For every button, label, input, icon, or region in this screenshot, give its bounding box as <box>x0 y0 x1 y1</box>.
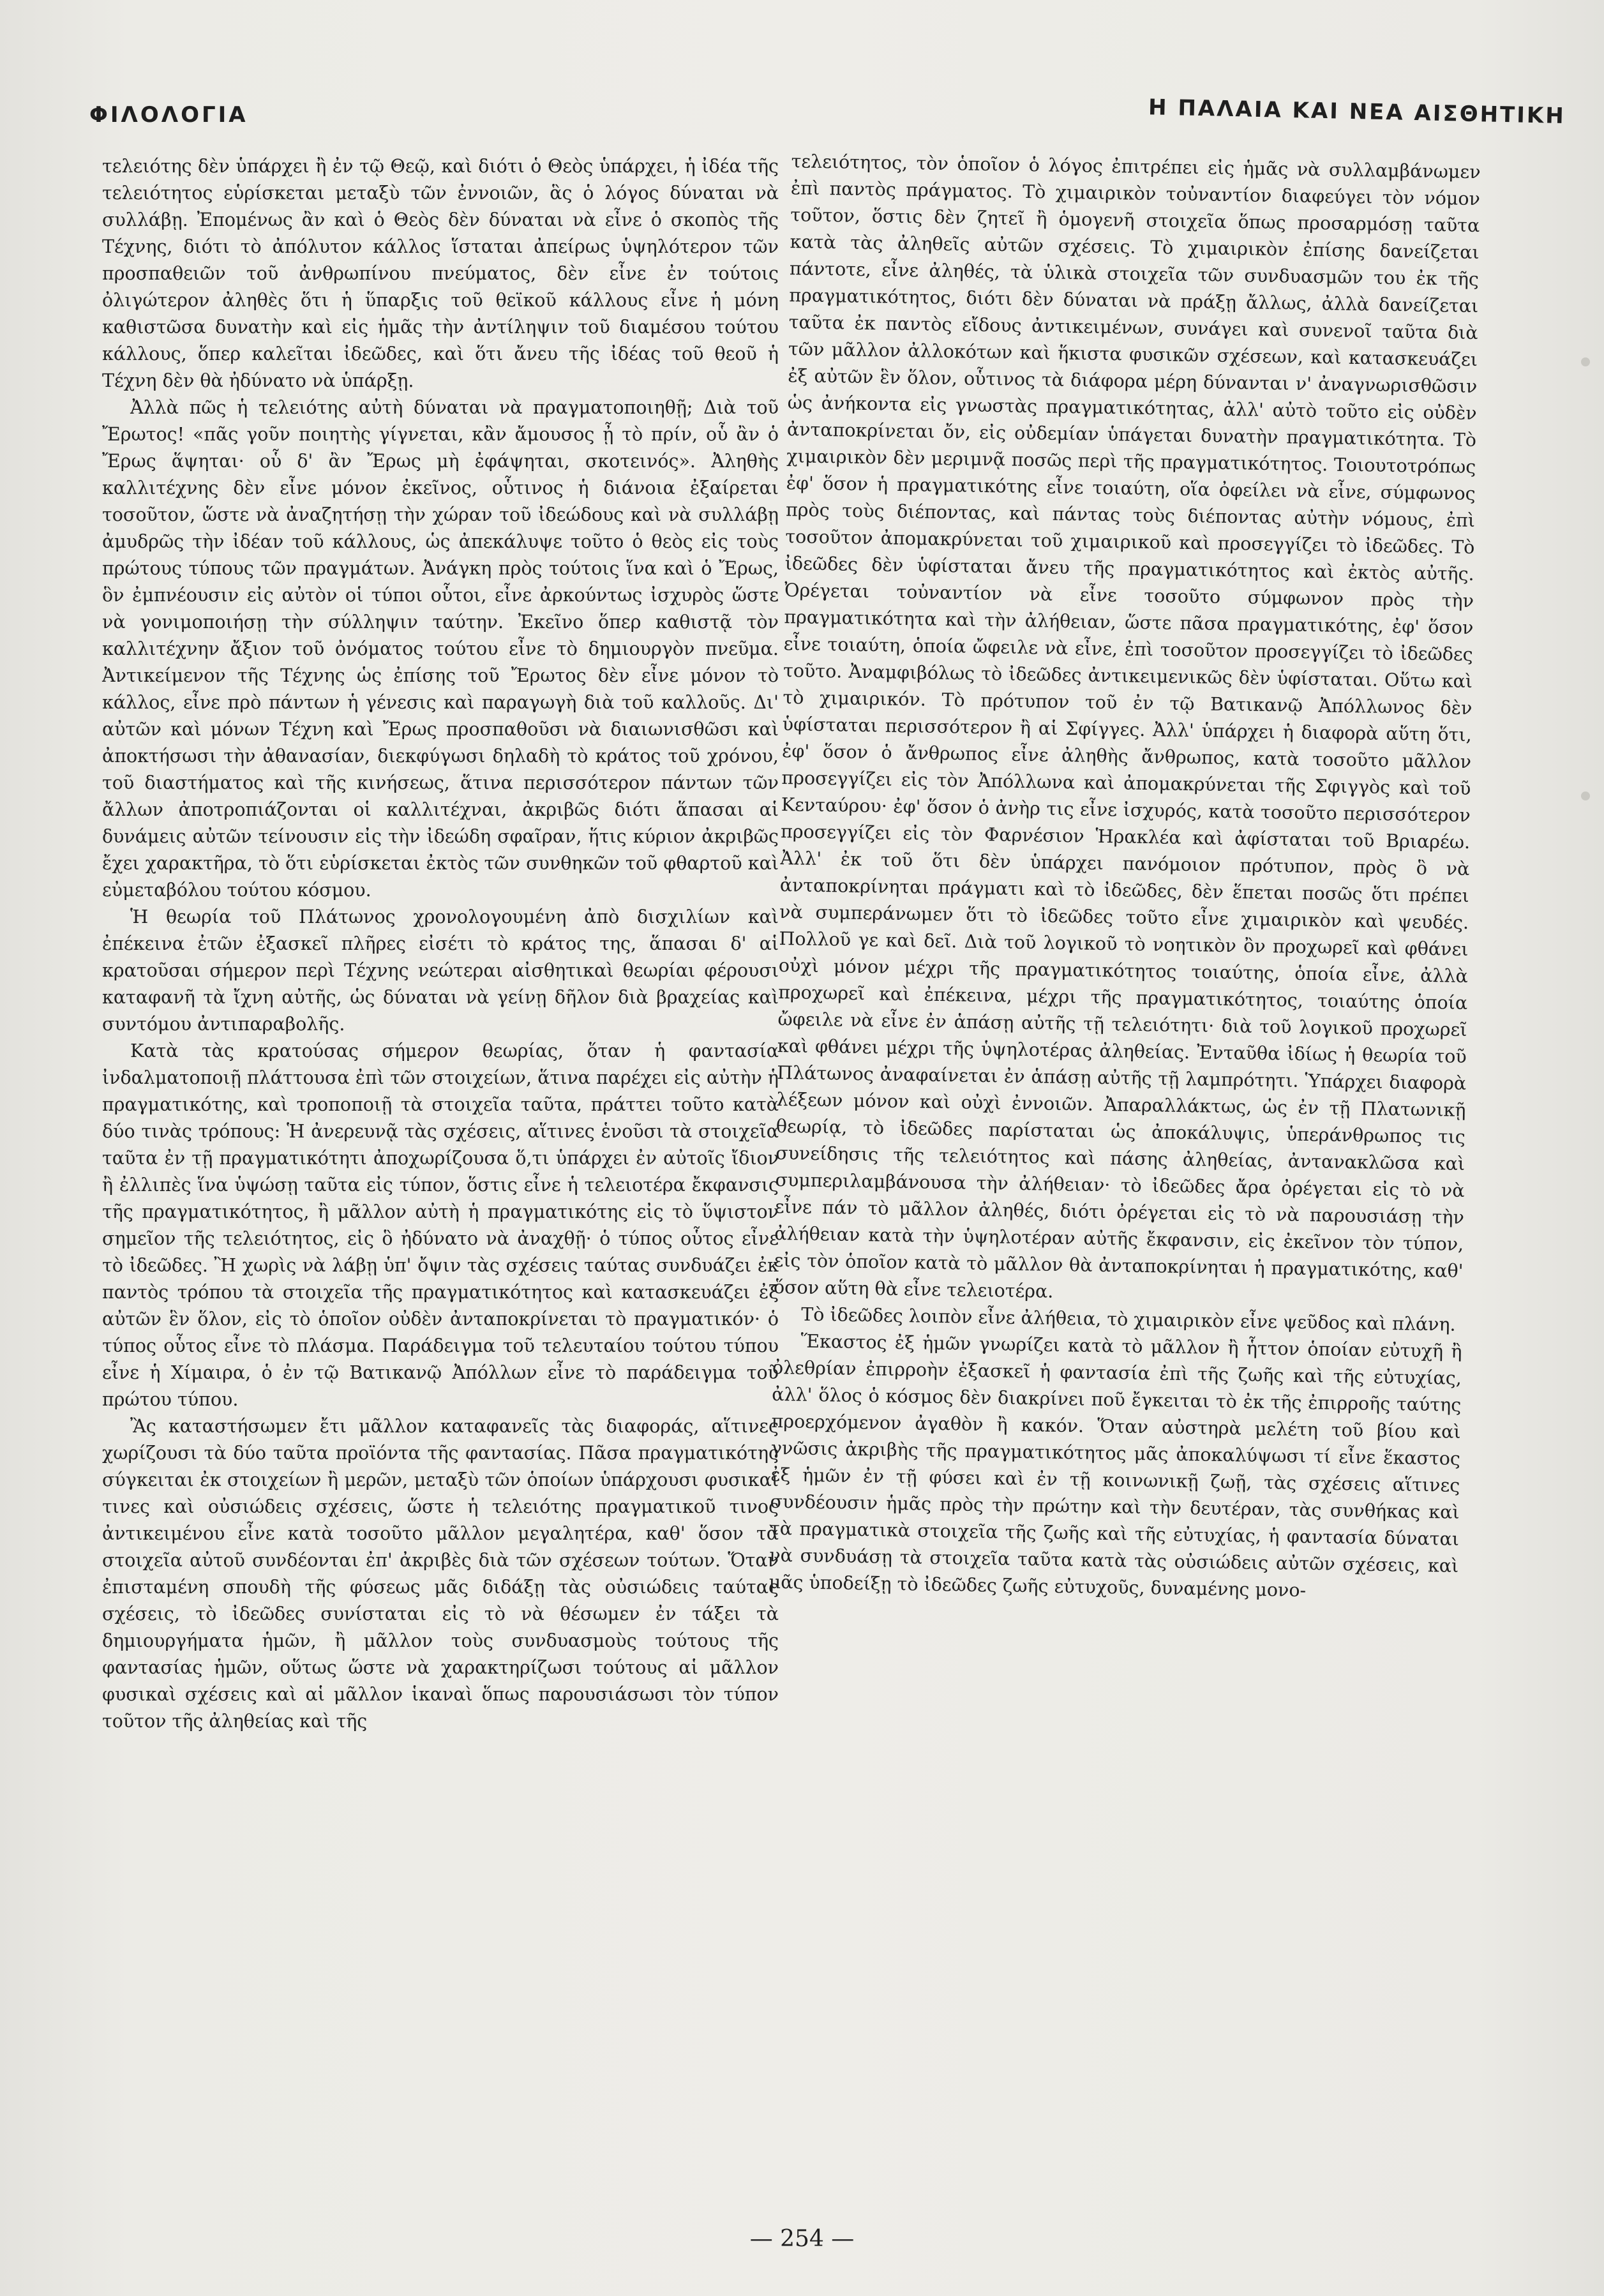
running-header <box>0 96 1604 140</box>
paragraph: τελειότης δὲν ὑπάρχει ἢ ἐν τῷ Θεῷ, καὶ διότι ὁ Θεὸς ὑπάρχει, ἡ ἰδέα τῆς τελειότητος εὑρίσκεται μεταξὺ τῶν ἐννοιῶν, ἃς ὁ λόγος δύναται νὰ συλλάβῃ. Ἐπομένως ἂν καὶ ὁ Θεὸς δὲν δύναται νὰ εἶνε ὁ σκοπὸς τῆς Τέχνης, διότι τὸ ἀπόλυτον κάλλος ἵσταται ἀπείρως ὑψηλότερον τῶν προσπαθειῶν τοῦ ἀνθρωπίνου πνεύματος, δὲν εἶνε ἐν τούτοις ὀλιγώτερον ἀληθὲς ὅτι ἡ ὕπαρξις τοῦ θεϊκοῦ κάλλους εἶνε ἡ μόνη καθιστῶσα δυνατὴν καὶ εἰς ἡμᾶς τὴν ἀντίληψιν τοῦ διαμέσου τούτου κάλλους, ὅπερ καλεῖται ἰδεῶδες, καὶ ὅτι ἄνευ τῆς ἰδέας τοῦ θεοῦ ἡ Τέχνη δὲν θὰ ἠδύνατο νὰ ὑπάρξῃ. <box>102 156 779 391</box>
scan-dot-mark <box>1581 792 1590 800</box>
scan-dot-mark <box>1581 357 1590 366</box>
paragraph: τελειότητος, τὸν ὁποῖον ὁ λόγος ἐπιτρέπει εἰς ἡμᾶς νὰ συλλαμβάνωμεν ἐπὶ παντὸς πράγματος. Τὸ χιμαιρικὸν τοὐναντίον διαφεύγει τὸν νόμον τοῦτον, ὅστις δὲν ζητεῖ ἢ ὁμογενῆ στοιχεῖα ὅπως προσαρμόσῃ ταῦτα κατὰ τὰς ἀληθεῖς αὐτῶν σχέσεις. Τὸ χιμαιρικὸν ἐπίσης δανείζεται πάντοτε, εἶνε ἀληθές, τὰ ὑλικὰ στοιχεῖα τῶν συνδυασμῶν του ἐκ τῆς πραγματικότητος, διότι δὲν δύναται νὰ πράξῃ ἄλλως, ἀλλὰ δανείζεται ταῦτα ἐκ παντὸς εἴδους ἀντικειμένων, συνάγει καὶ συνενοῖ ταῦτα διὰ τῶν μᾶλλον ἀλλοκότων καὶ ἥκιστα φυσικῶν σχέσεων, καὶ κατασκευάζει ἐξ αὐτῶν ἓν ὅλον, οὗτινος τὰ διάφορα μέρη δύνανται ν' ἀναγνωρισθῶσιν ὡς ἀνήκοντα εἰς γνωστὰς πραγματικότητας, ἀλλ' αὐτὸ τοῦτο εἰς οὐδὲν ἀνταποκρίνεται ὄν, εἰς οὐδεμίαν ὑπάγεται δυνατὴν πραγματικότητα. Τὸ χιμαιρικὸν δὲν μεριμνᾷ ποσῶς περὶ τῆς πραγματικότητος. Τοιουτοτρόπως ἐφ' ὅσον ἡ πραγματικότης εἶνε τοιαύτη, οἵα ὀφείλει νὰ εἶνε, σύμφωνος πρὸς τοὺς διέποντας, καὶ πάντας τοὺς διέποντας αὐτὴν νόμους, ἐπὶ τοσοῦτον ἀπομακρύνεται τοῦ χιμαιρικοῦ καὶ προσεγγίζει τὸ ἰδεῶδες. Τὸ ἰδεῶδες δὲν ὑφίσταται ἄνευ τῆς πραγματικότητος καὶ ἐκτὸς αὐτῆς. Ὀρέγεται τοὐναντίον νὰ εἶνε τοσοῦτο σύμφωνον πρὸς τὴν πραγματικότητα καὶ τὴν ἀλήθειαν, ὥστε πᾶσα πραγματικότης, ἐφ' ὅσον εἶνε τοιαύτη, ὁποία ὤφειλε νὰ εἶνε, ἐπὶ τοσοῦτον προσεγγίζει τὸ ἰδεῶδες τοῦτο. Ἀναμφιβόλως τὸ ἰδεῶδες ἀντικειμενικῶς δὲν ὑφίσταται. Οὕτω καὶ τὸ χιμαιρικόν. Τὸ πρότυπον τοῦ ἐν τῷ Βατικανῷ Ἀπόλλωνος δὲν ὑφίσταται περισσότερον ἢ αἱ Σφίγγες. Ἀλλ' ὑπάρχει ἡ διαφορὰ αὕτη ὅτι, ἐφ' ὅσον ὁ ἄνθρωπος εἶνε ἀληθὴς ἄνθρωπος, κατὰ τοσοῦτο μᾶλλον προσεγγίζει εἰς τὸν Ἀπόλλωνα καὶ ἀπομακρύνεται τῆς Σφιγγὸς καὶ τοῦ Κενταύρου· ἐφ' ὅσον ὁ ἀνὴρ τις εἶνε ἰσχυρός, κατὰ τοσοῦτο περισσότερον προσεγγίζει εἰς τὸν Φαρνέσιον Ἡρακλέα καὶ ἀφίσταται τοῦ Βριαρέω. Ἀλλ' ἐκ τοῦ ὅτι δὲν ὑπάρχει πανόμοιον πρότυπον, πρὸς ὃ νὰ ἀνταποκρίνηται πράγματι καὶ τὸ ἰδεῶδες, δὲν ἕπεται ποσῶς ὅτι πρέπει νὰ συμπεράνωμεν ὅτι τὸ ἰδεῶδες τοῦτο εἶνε χιμαιρικὸν καὶ ψευδές. Πολλοῦ γε καὶ δεῖ. Διὰ τοῦ λογικοῦ τὸ νοητικὸν ὂν προχωρεῖ καὶ φθάνει οὐχὶ μόνον μέχρι τῆς πραγματικότητος τοιαύτης, ὁποία εἶνε, ἀλλὰ προχωρεῖ καὶ ἐπέκεινα, μέχρι τῆς πραγματικότητος, τοιαύτης ὁποία ὤφειλε νὰ εἶνε ἐν ἁπάσῃ αὐτῆς τῇ τελειότητι· διὰ τοῦ λογικοῦ προχωρεῖ καὶ φθάνει μέχρι τῆς ὑψηλοτέρας ἀληθείας. Ἐνταῦθα ἰδίως ἡ θεωρία τοῦ Πλάτωνος ἀναφαίνεται ἐν ἁπάσῃ αὐτῆς τῇ λαμπρότητι. Ὑπάρχει διαφορὰ λέξεων μόνον καὶ οὐχὶ ἐννοιῶν. Ἀπαραλλάκτως, ὡς ἐν τῇ Πλατωνικῇ θεωρίᾳ, τὸ ἰδεῶδες παρίσταται ὡς ἀποκάλυψις, ὑπεράνθρωπος τις συνείδησις τῆς τελειότητος καὶ πάσης ἀληθείας, ἀντανακλῶσα καὶ συμπεριλαμβάνουσα τὴν ἀλήθειαν· τὸ ἰδεῶδες ἄρα ὀρέγεται εἰς τὸ νὰ εἶνε πάν τὸ μᾶλλον ἀληθές, διότι ὀρέγεται εἰς τὸ νὰ παρουσιάσῃ τὴν ἀλήθειαν κατὰ τὴν ὑψηλοτέραν αὐτῆς ἔκφανσιν, εἰς ἐκεῖνον τὸν τύπον, εἰς τὸν ὁποῖον κατὰ τὸ μᾶλλον θὰ ἀνταποκρίνηται ἡ πραγματικότης, καθ' ὅσον αὕτη θὰ εἶνε τελειοτέρα. <box>773 151 1481 1302</box>
paragraph: Ἡ θεωρία τοῦ Πλάτωνος χρονολογουμένη ἀπὸ δισχιλίων καὶ ἐπέκεινα ἐτῶν ἐξασκεῖ πλῆρες εἰσέτι τὸ κράτος της, ἅπασαι δ' αἱ κρατοῦσαι σήμερον περὶ Τέχνης νεώτεραι αἰσθητικαὶ θεωρίαι φέρουσι καταφανῆ τὰ ἴχνη αὐτῆς, ὡς δύναται νὰ γείνῃ δῆλον διὰ βραχείας καὶ συντόμου ἀντιπαραβολῆς. <box>102 906 779 1035</box>
paragraph: Κατὰ τὰς κρατούσας σήμερον θεωρίας, ὅταν ἡ φαντασία ἰνδαλματοποιῇ πλάττουσα ἐπὶ τῶν στοιχείων, ἅτινα παρέχει εἰς αὐτὴν ἡ πραγματικότης, καὶ τροποποιῇ τὰ στοιχεῖα ταῦτα, πράττει τοῦτο κατὰ δύο τινὰς τρόπους: Ἡ ἀνερευνᾷ τὰς σχέσεις, αἵτινες ἑνοῦσι τὰ στοιχεῖα ταῦτα ἐν τῇ πραγματικότητι ἀποχωρίζουσα ὅ,τι ὑπάρχει ἐν αὐτοῖς ἴδιον ἢ ἐλλιπὲς ἵνα ὑψώσῃ ταῦτα εἰς τύπον, ὅστις εἶνε ἡ τελειοτέρα ἔκφανσις τῆς πραγματικότητος, ἢ μᾶλλον αὐτὴ ἡ πραγματικότης εἰς τὸ ὕψιστον σημεῖον τῆς τελειότητος, εἰς ὃ ἠδύνατο νὰ ἀναχθῇ· ὁ τύπος οὗτος εἶνε τὸ ἰδεῶδες. Ἢ χωρὶς νὰ λάβῃ ὑπ' ὄψιν τὰς σχέσεις ταύτας συνδυάζει ἐκ παντὸς τρόπου τὰ στοιχεῖα τῆς πραγματικότητος καὶ κατασκευάζει ἐξ αὐτῶν ἓν ὅλον, εἰς τὸ ὁποῖον οὐδὲν ἀνταποκρίνεται τὸ πραγματικόν· ὁ τύπος οὗτος εἶνε τὸ πλάσμα. Παράδειγμα τοῦ τελευταίου τούτου τύπου εἶνε ἡ Χίμαιρα, ὁ ἐν τῷ Βατικανῷ Ἀπόλλων εἶνε τὸ παράδειγμα τοῦ πρώτου τύπου. <box>102 1040 779 1410</box>
paragraph: Τὸ ἰδεῶδες λοιπὸν εἶνε ἀλήθεια, τὸ χιμαιρικὸν εἶνε ψεῦδος καὶ πλάνη. <box>801 1303 1456 1335</box>
header-journal-title: ΦΙΛΟΛΟΓΙΑ <box>89 102 248 128</box>
right-text-column <box>753 148 1487 2176</box>
paragraph: Ἂς καταστήσωμεν ἔτι μᾶλλον καταφανεῖς τὰς διαφοράς, αἵτινες χωρίζουσι τὰ δύο ταῦτα προϊόντα τῆς φαντασίας. Πᾶσα πραγματικότης σύγκειται ἐκ στοιχείων ἢ μερῶν, μεταξὺ τῶν ὁποίων ὑπάρχουσι φυσικαί τινες καὶ οὐσιώδεις σχέσεις, ὥστε ἡ τελειότης πραγματικοῦ τινος ἀντικειμένου εἶνε κατὰ τοσοῦτο μᾶλλον μεγαλητέρα, καθ' ὅσον τὰ στοιχεῖα αὐτοῦ συνδέονται ἐπ' ἀκριβὲς διὰ τῶν σχέσεων τούτων. Ὅταν ἐπισταμένη σπουδὴ τῆς φύσεως μᾶς διδάξῃ τὰς οὐσιώδεις ταύτας σχέσεις, τὸ ἰδεῶδες συνίσταται εἰς τὸ νὰ θέσωμεν ἐν τάξει τὰ δημιουργήματα ἡμῶν, ἢ μᾶλλον τοὺς συνδυασμοὺς τούτους τῆς φαντασίας ἡμῶν, οὕτως ὥστε νὰ χαρακτηρίζωσι τούτους αἱ μᾶλλον φυσικαὶ σχέσεις καὶ αἱ μᾶλλον ἱκαναὶ ὅπως παρουσιάσωσι τὸν τύπον τοῦτον τῆς ἀληθείας καὶ τῆς <box>102 1416 779 1732</box>
header-article-title: Η ΠΑΛΑΙΑ ΚΑΙ ΝΕΑ ΑΙΣΘΗΤΙΚΗ <box>1148 94 1566 129</box>
left-text-column <box>96 153 785 2170</box>
paragraph: Ἕκαστος ἐξ ἡμῶν γνωρίζει κατὰ τὸ μᾶλλον ἢ ἧττον ὁποίαν εὐτυχῆ ἢ ὀλεθρίαν ἐπιρροὴν ἐξασκεῖ ἡ φαντασία ἐπὶ τῆς ζωῆς καὶ τῆς εὐτυχίας, ἀλλ' ὅλος ὁ κόσμος δὲν διακρίνει ποῦ ἔγκειται τὸ ἐκ τῆς ἐπιρροῆς ταύτης προερχόμενον ἀγαθὸν ἢ κακόν. Ὅταν αὐστηρὰ μελέτη τοῦ βίου καὶ γνῶσις ἀκριβὴς τῆς πραγματικότητος μᾶς ἀποκαλύψωσι τί εἶνε ἕκαστος ἐξ ἡμῶν ἐν τῇ φύσει καὶ ἐν τῇ κοινωνικῇ ζωῇ, τὰς σχέσεις αἵτινες συνδέουσιν ἡμᾶς πρὸς τὴν πρώτην καὶ τὴν δευτέραν, τὰς συνθήκας καὶ τὰ πραγματικὰ στοιχεῖα τῆς ζωῆς καὶ τῆς εὐτυχίας, ἡ φαντασία δύναται νὰ συνδυάσῃ τὰ στοιχεῖα ταῦτα κατὰ τὰς οὐσιώδεις αὐτῶν σχέσεις, καὶ μᾶς ὑποδείξῃ τὸ ἰδεῶδες ζωῆς εὐτυχοῦς, δυναμένης μονο- <box>768 1330 1462 1602</box>
page-number: — 254 — <box>749 2226 855 2252</box>
paragraph: Ἀλλὰ πῶς ἡ τελειότης αὐτὴ δύναται νὰ πραγματοποιηθῇ; Διὰ τοῦ Ἔρωτος! «πᾶς γοῦν ποιητὴς γίγνεται, κἂν ἄμουσος ᾖ τὸ πρίν, οὗ ἂν ὁ Ἔρως ἅψηται· οὗ δ' ἂν Ἔρως μὴ ἐφάψηται, σκοτεινός». Ἀληθὴς καλλιτέχνης δὲν εἶνε μόνον ἐκεῖνος, οὗτινος ἡ διάνοια ἐξαίρεται τοσοῦτον, ὥστε νὰ ἀναζητήσῃ τὴν χώραν τοῦ ἰδεώδους καὶ νὰ συλλάβῃ ἀμυδρῶς τὴν ἰδέαν τοῦ κάλλους, ὡς ἀπεκάλυψε τοῦτο ὁ θεὸς εἰς τοὺς πρώτους τύπους τῶν πραγμάτων. Ἀνάγκη πρὸς τούτοις ἵνα καὶ ὁ Ἔρως, ὃν ἐμπνέουσιν εἰς αὐτὸν οἱ τύποι οὗτοι, εἶνε ἀρκούντως ἰσχυρὸς ὥστε νὰ γονιμοποιήσῃ τὴν σύλληψιν ταύτην. Ἐκεῖνο ὅπερ καθιστᾷ τὸν καλλιτέχνην ἄξιον τοῦ ὀνόματος τούτου εἶνε τὸ δημιουργὸν πνεῦμα. Ἀντικείμενον τῆς Τέχνης ὡς ἐπίσης τοῦ Ἔρωτος δὲν εἶνε μόνον τὸ κάλλος, εἶνε πρὸ πάντων ἡ γένεσις καὶ παραγωγὴ διὰ τοῦ καλλοῦς. Δι' αὐτῶν καὶ μόνων Τέχνη καὶ Ἔρως προσπαθοῦσι νὰ διαιωνισθῶσι καὶ ἀποκτήσωσι τὴν ἀθανασίαν, διεκφύγωσι δηλαδὴ τὸ κράτος τοῦ χρόνου, τοῦ διαστήματος καὶ τῆς κινήσεως, ἅτινα περισσότερον πάντων τῶν ἄλλων ἀποτροπιάζονται οἱ καλλιτέχναι, ἀκριβῶς διότι ἅπασαι αἱ δυνάμεις αὐτῶν τείνουσιν εἰς τὴν ἰδεώδη σφαῖραν, ἥτις κύριον ἀκριβῶς ἔχει χαρακτῆρα, τὸ ὅτι εὑρίσκεται ἐκτὸς τῶν συνθηκῶν τοῦ φθαρτοῦ καὶ εὐμεταβόλου τούτου κόσμου. <box>102 397 779 901</box>
